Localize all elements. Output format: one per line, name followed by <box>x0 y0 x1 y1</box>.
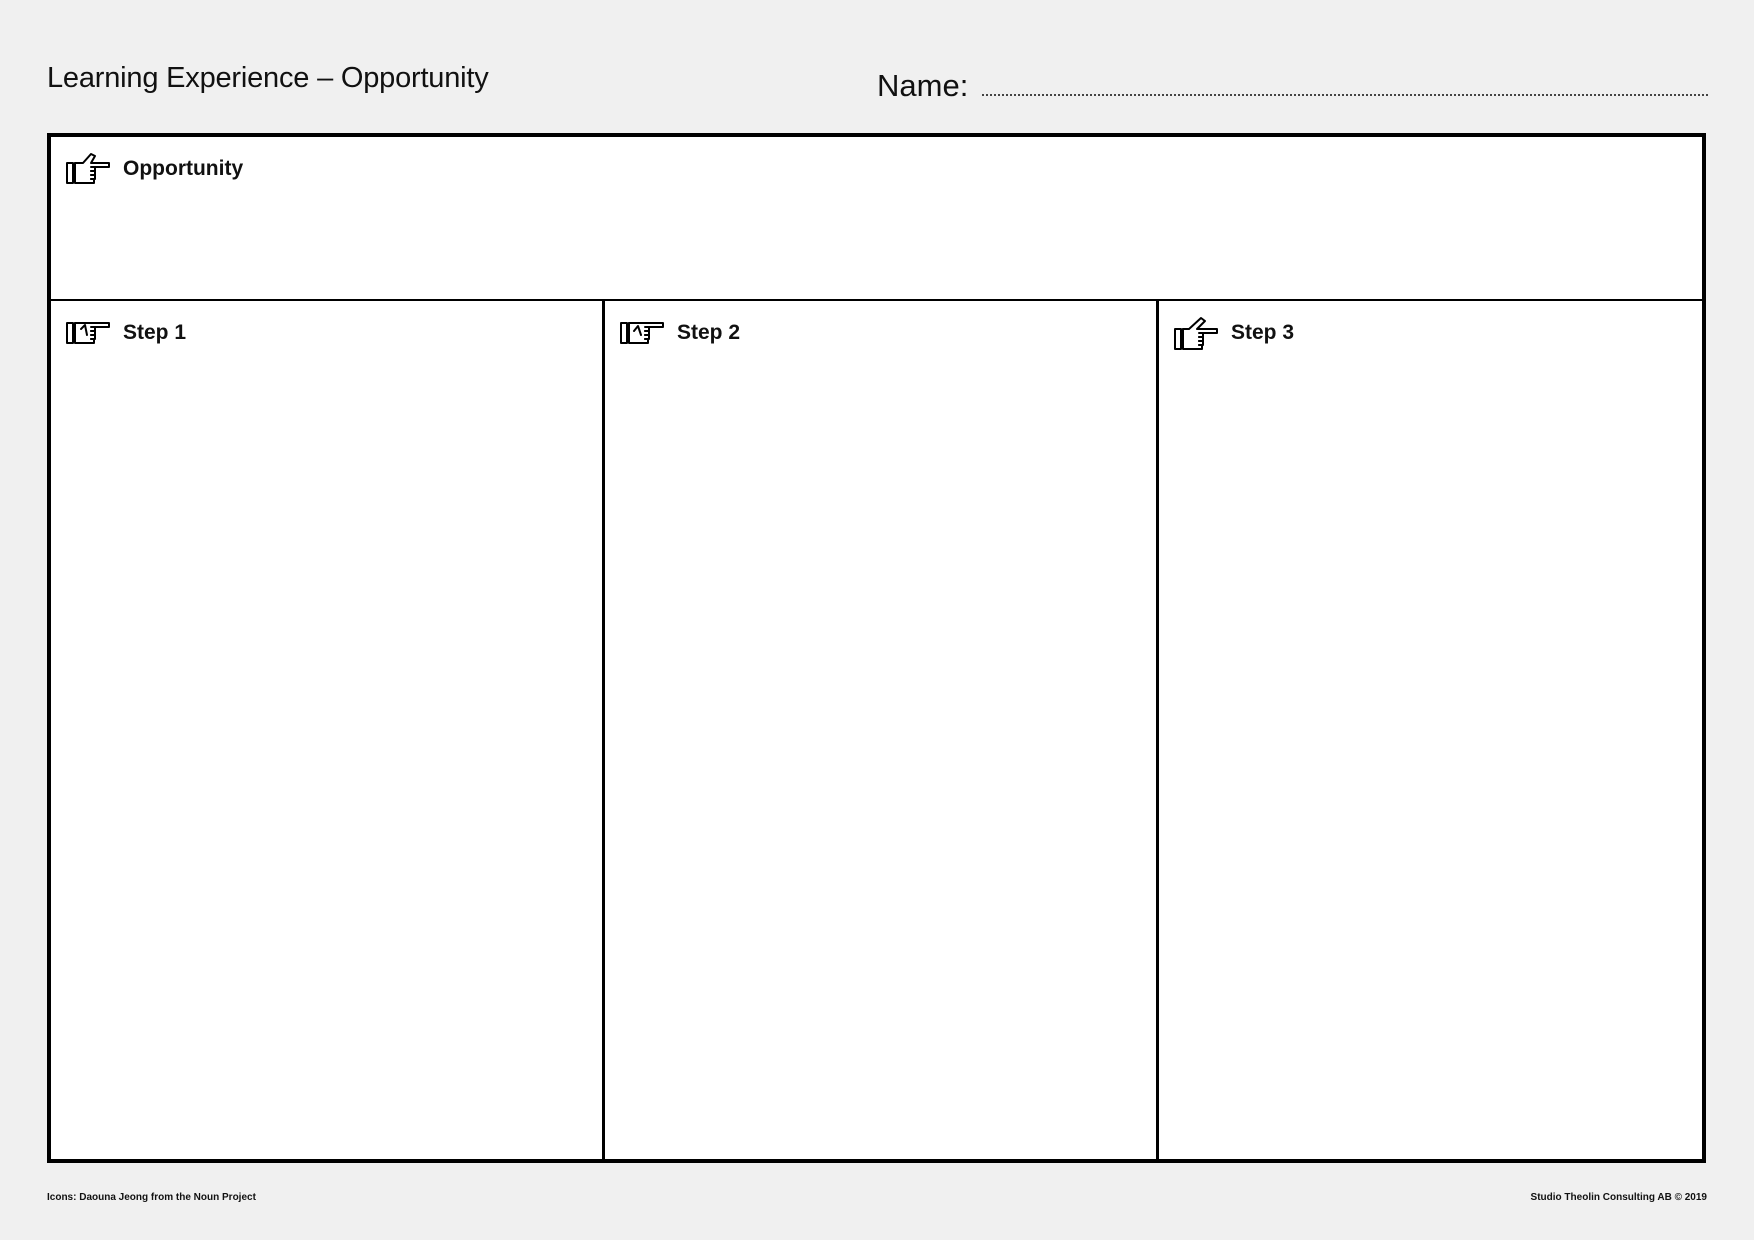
step-2-section[interactable] <box>605 301 1159 1159</box>
step-2-header <box>619 315 740 351</box>
step-3-label: Step 3 <box>1231 321 1295 344</box>
opportunity-section[interactable] <box>51 137 1702 301</box>
opportunity-label: Opportunity <box>123 157 244 180</box>
step-1-section[interactable] <box>51 301 605 1159</box>
worksheet-board <box>47 133 1706 1163</box>
pointing-hand-icon <box>619 315 667 351</box>
step-3-header <box>1173 315 1294 351</box>
pointing-hand-icon <box>65 151 113 187</box>
step-1-label: Step 1 <box>123 321 187 344</box>
pointing-hand-icon <box>1173 315 1221 351</box>
step-1-header <box>65 315 186 351</box>
opportunity-header <box>65 151 243 187</box>
step-3-section[interactable] <box>1159 301 1702 1159</box>
name-field[interactable] <box>982 94 1708 96</box>
copyright-notice: Studio Theolin Consulting AB © 2019 <box>1530 1192 1707 1203</box>
name-label: Name: <box>877 68 969 103</box>
pointing-hand-icon <box>65 315 113 351</box>
step-2-label: Step 2 <box>677 321 741 344</box>
page-title: Learning Experience – Opportunity <box>47 62 489 94</box>
icon-credits: Icons: Daouna Jeong from the Noun Project <box>47 1192 256 1203</box>
